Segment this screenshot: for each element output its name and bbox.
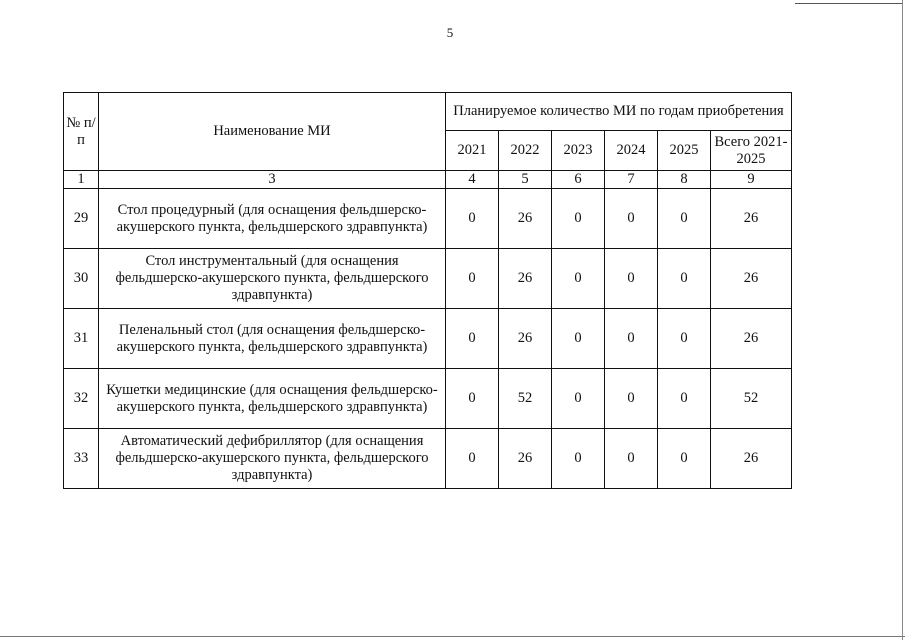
year-value: 0 <box>605 309 658 369</box>
year-value: 26 <box>499 309 552 369</box>
index-cell: 1 <box>64 171 99 189</box>
year-value: 0 <box>658 369 711 429</box>
index-cell: 9 <box>711 171 792 189</box>
page-number: 5 <box>446 25 454 40</box>
year-value: 26 <box>499 189 552 249</box>
row-number: 30 <box>64 249 99 309</box>
year-value: 0 <box>552 189 605 249</box>
year-value: 0 <box>552 309 605 369</box>
year-value: 0 <box>446 189 499 249</box>
index-cell: 8 <box>658 171 711 189</box>
page-edge-line <box>902 0 903 640</box>
year-value: 26 <box>499 249 552 309</box>
total-value: 52 <box>711 369 792 429</box>
index-cell: 7 <box>605 171 658 189</box>
total-value: 26 <box>711 429 792 489</box>
year-value: 0 <box>605 369 658 429</box>
item-name: Пеленальный стол (для оснащения фельдшерско-акушерского пункта, фельдшерского здравпункта) <box>99 309 446 369</box>
header-year: 2024 <box>605 131 658 171</box>
item-name: Стол инструментальный (для оснащения фельдшерско-акушерского пункта, фельдшерского здравпункта) <box>99 249 446 309</box>
year-value: 0 <box>446 369 499 429</box>
total-value: 26 <box>711 309 792 369</box>
index-cell: 3 <box>99 171 446 189</box>
year-value: 0 <box>605 249 658 309</box>
header-group: Планируемое количество МИ по годам приобретения <box>446 93 792 131</box>
table-row <box>64 189 792 249</box>
year-value: 52 <box>499 369 552 429</box>
year-value: 0 <box>446 429 499 489</box>
item-name: Стол процедурный (для оснащения фельдшерско-акушерского пункта, фельдшерского здравпункта) <box>99 189 446 249</box>
row-number: 31 <box>64 309 99 369</box>
row-number: 33 <box>64 429 99 489</box>
header-year: 2025 <box>658 131 711 171</box>
year-value: 26 <box>499 429 552 489</box>
equipment-table <box>63 92 792 489</box>
page-edge-line <box>0 636 905 637</box>
year-value: 0 <box>658 429 711 489</box>
table-row <box>64 249 792 309</box>
item-name: Кушетки медицинские (для оснащения фельдшерско-акушерского пункта, фельдшерского здравпункта) <box>99 369 446 429</box>
index-cell: 4 <box>446 171 499 189</box>
table-row <box>64 369 792 429</box>
page-edge-line <box>795 3 903 4</box>
header-total: Всего 2021-2025 <box>711 131 792 171</box>
total-value: 26 <box>711 189 792 249</box>
item-name: Автоматический дефибриллятор (для оснащения фельдшерско-акушерского пункта, фельдшерского здравпункта) <box>99 429 446 489</box>
index-cell: 5 <box>499 171 552 189</box>
year-value: 0 <box>552 369 605 429</box>
year-value: 0 <box>658 249 711 309</box>
row-number: 29 <box>64 189 99 249</box>
row-number: 32 <box>64 369 99 429</box>
year-value: 0 <box>658 189 711 249</box>
year-value: 0 <box>658 309 711 369</box>
total-value: 26 <box>711 249 792 309</box>
year-value: 0 <box>552 429 605 489</box>
header-num: № п/п <box>64 93 99 171</box>
year-value: 0 <box>552 249 605 309</box>
header-year: 2021 <box>446 131 499 171</box>
index-cell: 6 <box>552 171 605 189</box>
table-row <box>64 309 792 369</box>
year-value: 0 <box>446 249 499 309</box>
year-value: 0 <box>605 429 658 489</box>
table-row <box>64 429 792 489</box>
header-name: Наименование МИ <box>99 93 446 171</box>
year-value: 0 <box>605 189 658 249</box>
header-year: 2023 <box>552 131 605 171</box>
header-year: 2022 <box>499 131 552 171</box>
year-value: 0 <box>446 309 499 369</box>
